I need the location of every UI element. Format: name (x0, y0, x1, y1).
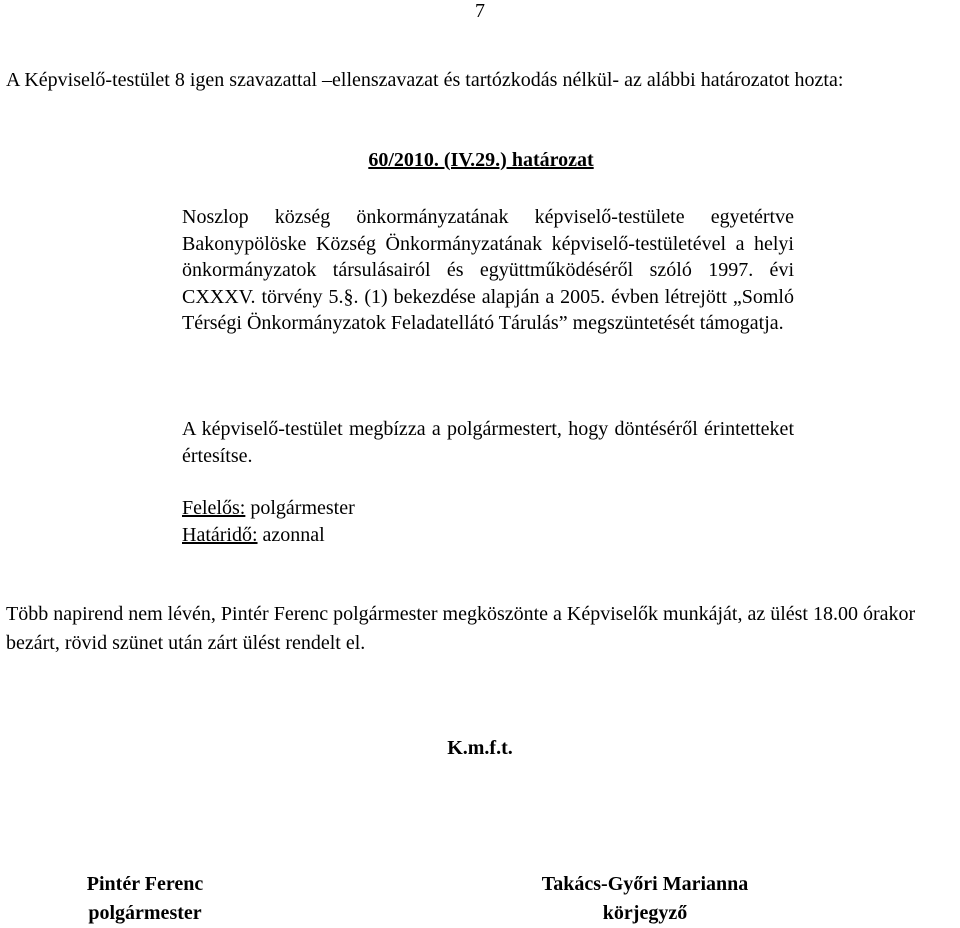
signature-mayor (50, 870, 240, 928)
deadline-label: Határidő: (182, 523, 258, 546)
signature-role: polgármester (88, 902, 202, 924)
signature-name: Takács-Győri Marianna (541, 873, 749, 895)
intro-paragraph: A Képviselő-testület 8 igen szavazattal –ellenszavazat és tartózkodás nélkül- az alábbi határozatot hozta: (6, 69, 844, 91)
closing-paragraph: Több napirend nem lévén, Pintér Ferenc polgármester megköszönte a Képviselők munkáját, az ülést 18.00 órakor bezárt, rövid szünet után zárt ülést rendelt el. (6, 603, 916, 654)
resolution-text: Noszlop község önkormányzatának képviselő-testülete egyetértve Bakonypölöske Község Önkormányzatának képviselő-testületével a helyi önkormányzatok társulásairól és együttműködéséről szóló 1997. évi CXXXV. törvény 5.§. (1) bekezdése alapján a 2005. évben létrejött „Somló Térségi Önkormányzatok Feladatellátó Tárulás” megszüntetését támogatja. (182, 206, 794, 334)
responsible-label: Felelős: (182, 497, 246, 519)
page-number: 7 (475, 0, 485, 22)
signature-notary (500, 870, 790, 928)
deadline-value: azonnal (257, 523, 325, 546)
signature-name: Pintér Ferenc (86, 873, 204, 895)
responsible-line (182, 495, 794, 522)
resolution-title: 60/2010. (IV.29.) határozat (368, 149, 594, 171)
kmft-mark: K.m.f.t. (447, 737, 513, 759)
deadline-line (182, 522, 794, 549)
responsibility-block (182, 495, 794, 548)
mandate-text: A képviselő-testület megbízza a polgármestert, hogy döntéséről érintetteket értesítse. (182, 418, 794, 467)
signature-role: körjegyző (602, 902, 688, 924)
responsible-value: polgármester (245, 497, 355, 519)
